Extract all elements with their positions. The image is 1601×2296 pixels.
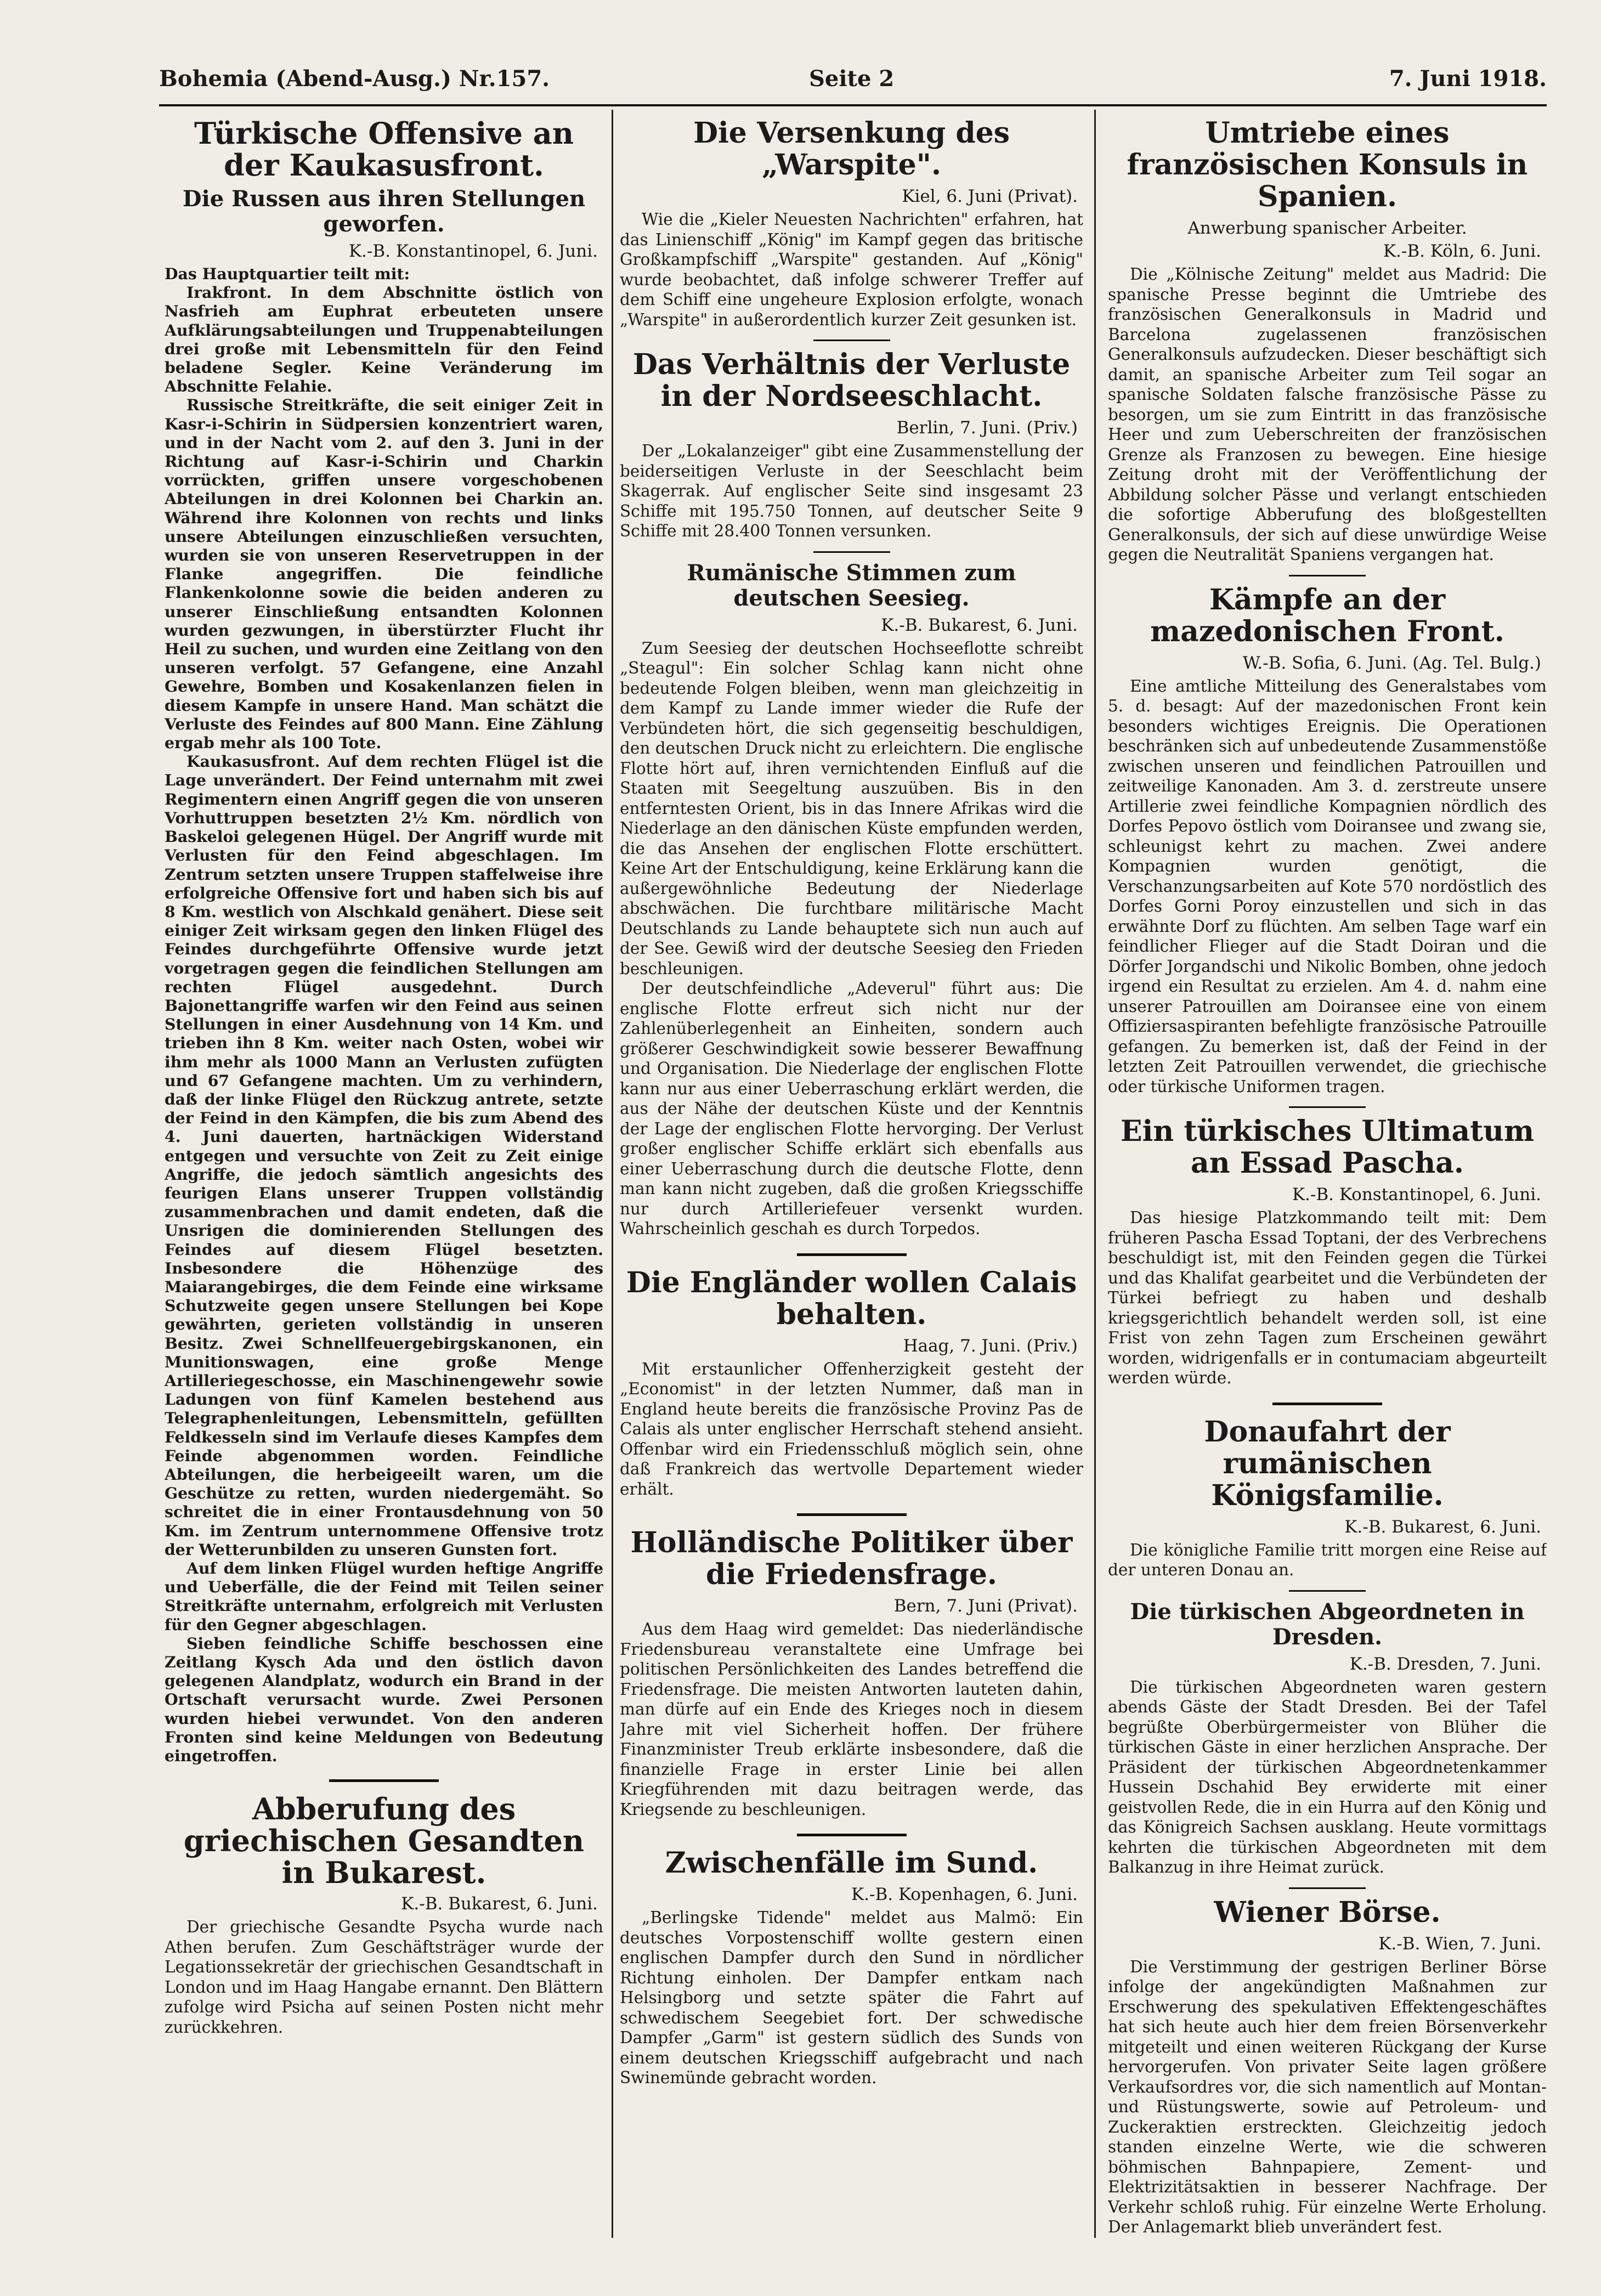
article-separator [1289,575,1366,576]
article-headline: Die türkischen Abgeordneten in Dresden. [1130,1598,1525,1650]
header-rule [159,104,1547,106]
header-newspaper-issue: Bohemia (Abend-Ausg.) Nr.157. [159,66,550,92]
article-headline: Rumänische Stimmen zum deutschen Seesieg. [687,559,1016,611]
article-dateline: K.-B. Bukarest, 6. Juni. [1344,1517,1541,1537]
article-paragraph: Russische Streitkräfte, die seit einiger Zeit in Kasr-i-Schirin in Südpersien konzentriert waren, und in der Nacht vom 2. auf den 3. Juni in der Richtung auf Kasr-i-Schirin und Charkin vorrückten, griffen unsere vorgeschobenen Abteilungen in drei Kolonnen bei Charkin an. Während ihre Kolonnen von rechts und links unsere Abteilungen einzuschließen versuchten, wurden sie von unseren Reservetruppen in der Flanke angegriffen. Die feindliche Flankenkolonne sowie die beiden anderen zu unserer Einschließung entsandten Kolonnen wurden gezwungen, in überstürzter Flucht ihr Heil zu suchen, und wurden eine Zeitlang von den unseren verfolgt. 57 Gefangene, eine Anzahl Gewehre, Bomben und Kosakenlanzen fielen in diesem Kampfe in unsere Hand. Man schätzt die Verluste des Feindes auf 800 Mann. Eine Zählung ergab mehr als 100 Tote. [165,395,603,753]
article-separator [797,1513,907,1516]
article-dateline: Bern, 7. Juni (Privat). [893,1596,1078,1616]
article-subheadline: Anwerbung spanischer Arbeiter. [1187,218,1467,238]
article-dateline: K.-B. Dresden, 7. Juni. [1349,1654,1541,1674]
article-headline: Holländische Politiker über die Friedensfrage. [630,1526,1073,1591]
article-separator [813,340,890,341]
article-dateline: K.-B. Bukarest, 6. Juni. [881,615,1078,635]
article-paragraph: Auf dem linken Flügel wurden heftige Angriffe und Ueberfälle, die der Feind mit Teilen seiner Streitkräfte unternahm, erfolgreich mit Verlusten für den Gegner abgeschlagen. [165,1559,603,1634]
article-paragraph: Wie die „Kieler Neuesten Nachrichten" erfahren, hat das Linienschiff „König" im Kampf gegen das britische Großkampfschiff „Warspite" gestanden. Auf „König" wurde beobachtet, daß infolge schwerer Treffer auf dem Schiff eine ungeheure Explosion erfolgte, wonach „Warspite" in außerordentlich kurzer Zeit gesunken ist. [620,210,1083,329]
article-paragraph: Der „Lokalanzeiger" gibt eine Zusammenstellung der beiderseitigen Verluste in der Seeschlacht beim Skagerrak. Auf englischer Seite sind insgesamt 23 Schiffe mit 195.750 Tonnen, auf deutscher Seite 9 Schiffe mit 28.400 Tonnen versunken. [620,442,1083,540]
article-paragraph: Mit erstaunlicher Offenherzigkeit gesteht der „Economist" in der letzten Nummer, daß man in England heute bereits die französische Provinz Pas de Calais als unter englischer Herrschaft stehend ansieht. Offenbar wird ein Friedensschluß möglich sein, ohne daß Frankreich das wertvolle Departement wieder erhält. [620,1359,1083,1498]
article-paragraph: Eine amtliche Mitteilung des Generalstabes vom 5. d. besagt: Auf der mazedonischen Front kein besonders wichtiges Ereignis. Die Operationen beschränken sich auf unbedeutende Zusammenstöße zwischen unseren und feindlichen Patrouillen und zeitweilige Kanonaden. Am 3. d. zerstreute unsere Artillerie zwei feindliche Kompagnien nördlich des Dorfes Pepovo östlich vom Doiransee und zwang sie, schleunigst kehrt zu machen. Zwei andere Kompagnien wurden genötigt, die Verschanzungsarbeiten auf Kote 570 nordöstlich des Dorfes Gorni Poroy einzustellen und sich in das erwähnte Dorf zu flüchten. Am selben Tage warf ein feindlicher Flieger auf die Stadt Doiran und die Dörfer Jorgandschi und Nikolic Bomben, ohne jedoch irgend ein Resultat zu erzielen. Am 4. d. nahm eine unserer Patrouillen am Doiransee eine von einem Offiziersaspiranten befehligte französische Patrouille gefangen. Zu bemerken ist, daß der Feind in der letzten Zeit Patrouillen verwendet, die griechische oder türkische Uniformen tragen. [1108,676,1547,1096]
article-dateline: K.-B. Konstantinopel, 6. Juni. [348,241,598,261]
article-subheadline: Die Russen aus ihren Stellungen geworfen. [182,186,586,237]
article-headline: Ein türkisches Ultimatum an Essad Pascha. [1121,1115,1534,1180]
article-paragraph: Der deutschfeindliche „Adeverul" führt aus: Die englische Flotte erfreut sich nicht nur der Zahlenüberlegenheit an Einheiten, sondern auch größerer Geschwindigkeit sowie besserer Bewaffnung und Organisation. Die Niederlage der englischen Flotte kann nur aus einer Ueberraschung erklärt werden, die aus der Nähe der deutschen Küste und der Kenntnis der Lage der englischen Flotte hervorging. Der Verlust großer englischer Schiffe erklärt sich ebenfalls aus einer Ueberraschung durch die deutsche Flotte, denn man kann nicht zugeben, daß die großen Kriegsschiffe nur durch Artilleriefeuer versenkt wurden. Wahrscheinlich geschah es durch Torpedos. [620,979,1083,1238]
article-paragraph: Sieben feindliche Schiffe beschossen eine Zeitlang Kysch Ada und den östlich davon gelegenen Alandplatz, wodurch ein Brand in der Ortschaft verursacht wurde. Zwei Personen wurden hiebei verwundet. Von den anderen Fronten sind keine Meldungen von Bedeutung eingetroffen. [165,1633,603,1766]
article-separator [1272,1403,1382,1405]
article-headline: Kämpfe an der mazedonischen Front. [1150,583,1504,648]
article-headline: Das Verhältnis der Verluste in der Nordseeschlacht. [632,348,1071,413]
article-separator [329,1779,439,1782]
page-header [159,66,1547,99]
article-separator [797,1253,907,1256]
article-headline: Türkische Offensive an der Kaukasusfront. [194,116,574,183]
article-paragraph: Die königliche Familie tritt morgen eine Reise auf der unteren Donau an. [1108,1540,1547,1579]
article-headline: Umtriebe eines französischen Konsuls in Spanien. [1127,116,1528,213]
article-separator [1289,1590,1366,1592]
header-page-number: Seite 2 [809,66,895,92]
article-separator [797,1834,907,1836]
article-separator [1289,1887,1366,1889]
article-dateline: K.-B. Köln, 6. Juni. [1383,241,1541,261]
article-dateline: W.-B. Sofia, 6. Juni. (Ag. Tel. Bulg.) [1242,653,1541,673]
article-dateline: Berlin, 7. Juni. (Priv.) [896,418,1078,438]
article-paragraph: Aus dem Haag wird gemeldet: Das niederländische Friedensbureau veranstaltete eine Umfrage bei politischen Persönlichkeiten des Landes betreffend die Friedensfrage. Die meisten Antworten lauteten dahin, man dürfe auf ein Ende des Krieges noch in diesem Jahre mit viel Sicherheit hoffen. Der frühere Finanzminister Treub erklärte insbesondere, daß die finanzielle Frage in erster Linie bei allen Kriegführenden mit dazu beitragen werde, das Kriegsende zu beschleunigen. [620,1620,1083,1819]
article-headline: Abberufung des griechischen Gesandten in Bukarest. [183,1791,585,1891]
column-1 [165,110,603,2249]
article-dateline: K.-B. Wien, 7. Juni. [1378,1933,1541,1954]
article-dateline: K.-B. Bukarest, 6. Juni. [401,1894,598,1914]
article-dateline: Haag, 7. Juni. (Priv.) [903,1336,1078,1356]
article-paragraph: Die türkischen Abgeordneten waren gestern abends Gäste der Stadt Dresden. Bei der Tafel begrüßte Oberbürgermeister von Blüher die türkischen Gäste in einer herzlichen Ansprache. Der Präsident der türkischen Abgeordnetenkammer Hussein Dschahid Bey erwiderte mit einer geistvollen Rede, die in ein Hurra auf den König und das Königreich Sachsen ausklang. Heute vormittags kehrten die türkischen Abgeordneten mit dem Balkanzug in ihre Heimat zurück. [1108,1677,1547,1876]
article-paragraph: Das Hauptquartier teilt mit: [165,264,410,283]
article-paragraph: Der griechische Gesandte Psycha wurde nach Athen berufen. Zum Geschäftsträger wurde der Legationssekretär der griechischen Gesandtschaft in London und im Haag Hangabe ernannt. Den Blättern zufolge wird Psicha auf seinen Posten nicht mehr zurückkehren. [165,1918,603,2037]
article-dateline: K.-B. Kopenhagen, 6. Juni. [851,1885,1078,1904]
column-3 [1108,110,1547,2249]
article-headline: Die Versenkung des „Warspite". [693,116,1010,182]
column-2 [620,110,1083,2249]
article-dateline: Kiel, 6. Juni (Privat). [902,186,1078,206]
article-paragraph: Zum Seesieg der deutschen Hochseeflotte schreibt „Steagul": Ein solcher Schlag kann nicht ohne bedeutende Folgen bleiben, wenn man gleichzeitig in dem Kampf zu Lande immer wieder die Rufe der Verbündeten hört, die sich gegenseitig beschuldigen, den deutschen Druck nicht zu erleichtern. Die englische Flotte hört auf, ihren vernichtenden Einfluß auf die Staaten mit Seegeltung auszuüben. Bis in den entferntesten Orient, bis in das Innere Afrikas wird die Niederlage an den dänischen Küste empfunden werden, die das Ansehen der englischen Flotte erschüttert. Keine Art der Entschuldigung, keine Erklärung kann die außergewöhnliche Bedeutung der Niederlage abschwächen. Die furchtbare militärische Macht Deutschlands zu Lande behauptete sich nun auch auf der See. Gewiß wird der deutsche Seesieg den Frieden beschleunigen. [620,638,1083,978]
column-divider [612,110,613,2238]
article-paragraph: Die „Kölnische Zeitung" meldet aus Madrid: Die spanische Presse beginnt die Umtriebe des französischen Generalkonsuls in Madrid und Barcelona zugelassenen französischen Generalkonsuls aufzudecken. Dieser beschäftigt sich damit, an spanische Arbeiter zum Teil sogar an spanische Soldaten falsche französische Pässe zu besorgen, um sie zum Eintritt in das französische Heer und zum Ueberschreiten der französischen Grenze als Franzosen zu bewegen. Eine hiesige Zeitung droht mit der Veröffentlichung der Abbildung solcher Pässe und verlangt entschieden die sofortige Abberufung des bloßgestellten Generalkonsuls, der sich auf diese unwürdige Weise gegen die Neutralität Spaniens vergangen hat. [1108,265,1547,564]
article-dateline: K.-B. Konstantinopel, 6. Juni. [1292,1185,1541,1204]
article-headline: Wiener Börse. [1214,1895,1441,1929]
article-headline: Zwischenfälle im Sund. [665,1846,1038,1880]
article-paragraph: „Berlingske Tidende" meldet aus Malmö: Ein deutsches Vorpostenschiff wollte gestern einen englischen Dampfer durch den Sund in nördlicher Richtung einholen. Der Dampfer entkam nach Helsingborg und setzte später die Fahrt auf schwedischem Seegebiet fort. Der schwedische Dampfer „Garm" ist gestern südlich des Sunds von einem deutschen Kriegsschiff aufgebracht und nach Swinemünde gebracht worden. [620,1908,1083,2087]
article-paragraph: Das hiesige Platzkommando teilt mit: Dem früheren Pascha Essad Toptani, der des Verbrechens beschuldigt ist, mit den Feinden gegen die Türkei und das Khalifat gearbeitet und die Verbündeten der Türkei befriegt zu haben und deshalb kriegsgerichtlich behandelt werden soll, ist eine Frist von zehn Tagen zum Erscheinen gewährt worden, widrigenfalls er in contumaciam abgeurteilt werden würde. [1108,1208,1547,1387]
article-headline: Die Engländer wollen Calais behalten. [626,1265,1077,1331]
header-date: 7. Juni 1918. [1389,66,1547,92]
article-separator [813,551,890,553]
article-paragraph: Die Verstimmung der gestrigen Berliner Börse infolge der angekündigten Maßnahmen zur Erschwerung des spekulativen Effektengeschäftes hat sich heute auch hier dem freien Börsenverkehr mitgeteilt und einen weiteren Rückgang der Kurse hervorgerufen. Von privater Seite lagen größere Verkaufsordres vor, die sich namentlich auf Montan- und Rüstungswerte, sowie auf Petroleum- und Zuckeraktien erstreckten. Gleichzeitig jedoch standen einzelne Werte, wie die schweren böhmischen Bahnpapiere, Zement- und Elektrizitätsaktien in besserer Nachfrage. Der Verkehr schloß ruhig. Für einzelne Werte Erholung. Der Anlagemarkt blieb unverändert fest. [1108,1957,1547,2236]
article-paragraph: Irakfront. In dem Abschnitte östlich von Nasfrieh am Euphrat erbeuteten unsere Aufklärungsabteilungen und Truppenabteilungen drei große mit Lebensmitteln für den Feind beladene Segler. Keine Veränderung im Abschnitte Felahie. [165,283,603,396]
article-separator [1289,1106,1366,1108]
article-paragraph: Kaukasusfront. Auf dem rechten Flügel ist die Lage unverändert. Der Feind unternahm mit zwei Regimentern einen Angriff gegen die von unseren Vorhuttruppen besetzten 2½ Km. nördlich von Baskeloi gelegenen Hügel. Der Angriff wurde mit Verlusten für den Feind abgeschlagen. Im Zentrum setzten unsere Truppen staffelweise ihre erfolgreiche Offensive fort und haben sich bis auf 8 Km. westlich von Alschkald genähert. Diese seit einiger Zeit wirksam gegen den linken Flügel des Feindes durchgeführte Offensive wurde jetzt vorgetragen gegen die feindlichen Stellungen am rechten Flügel ausgedehnt. Durch Bajonettangriffe warfen wir den Feind aus seinen Stellungen in einer Ausdehnung von 14 Km. und trieben ihn 8 Km. weiter nach Osten, wobei wir ihm mehr als 1000 Mann an Verlusten zufügten und 67 Gefangene machten. Um zu verhindern, daß der linke Flügel den Rückzug antrete, setzte der Feind in den Kämpfen, die bis zum Abend des 4. Juni dauerten, hartnäckigen Widerstand entgegen und versuchte von Zeit zu Zeit einige Angriffe, die jedoch sämtlich angesichts des feurigen Elans unserer Truppen vollständig zusammenbrachen und damit endeten, daß die Unsrigen die dominierenden Stellungen des Feindes auf diesem Flügel besetzten. Insbesondere die Höhenzüge des Maiarangebirges, die dem Feinde eine wirksame Schutzweite gegen unsere Stellungen bei Kope gewährten, gerieten vollständig in unseren Besitz. Zwei Schnellfeuergebirgskanonen, ein Munitionswagen, eine große Menge Artilleriegeschosse, ein Maschinengewehr sowie Ladungen von fünf Kamelen bestehend aus Telegraphenleitungen, Lebensmitteln, gefüllten Feldkesseln sind im Verlaufe dieses Kampfes dem Feinde abgenommen worden. Feindliche Abteilungen, die herbeigeeilt waren, um die Geschütze zu retten, wurden niedergemäht. So schreitet die in einer Frontausdehnung von 50 Km. im Zentrum unternommene Offensive trotz der Wetterunbilden zu unseren Gunsten fort. [165,752,603,1559]
article-headline: Donaufahrt der rumänischen Königsfamilie. [1204,1415,1451,1512]
column-divider [1094,110,1096,2238]
